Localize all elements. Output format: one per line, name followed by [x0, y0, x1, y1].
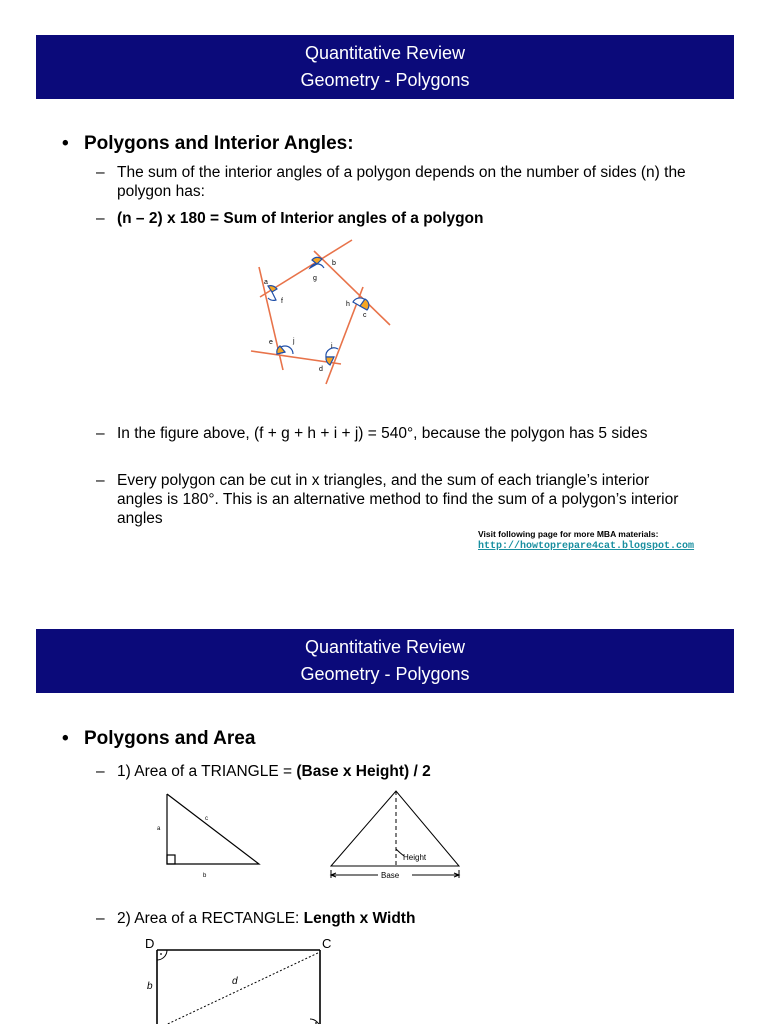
slide1-item-4-text: Every polygon can be cut in x triangles, and the sum of each triangle’s interior angles is 180°. This is an alternative method to find the sum of a polygon’s interior angles: [117, 472, 679, 527]
slide2-bullet-text: Polygons and Area: [84, 728, 256, 749]
slide2-bullet-title: [62, 728, 255, 750]
right-triangle-label-c: c: [205, 816, 208, 822]
rectangle-label-D: D: [145, 936, 155, 951]
label-b: b: [332, 260, 336, 267]
right-triangle-label-b: b: [203, 873, 207, 879]
label-h: h: [346, 301, 350, 308]
dash-marker: –: [96, 425, 105, 442]
pentagon-exterior-angles-figure: [250, 236, 395, 386]
triangle-label-height: Height: [403, 853, 427, 862]
label-d: d: [319, 366, 323, 373]
slide2-triangle-item-text: [117, 762, 686, 781]
slide1-item-2: [96, 209, 686, 228]
dash-marker: –: [96, 763, 105, 780]
angle-f-arc: [268, 292, 276, 300]
slide2-header-line2: Geometry - Polygons: [300, 664, 470, 684]
slide2-header: [36, 629, 734, 693]
rectangle-item-prefix: 2) Area of a RECTANGLE:: [117, 910, 304, 927]
label-f: f: [281, 298, 283, 305]
dash-marker: –: [96, 210, 105, 227]
label-g: g: [313, 275, 317, 282]
slide1-item-3: [96, 424, 686, 443]
slide2-triangle-item: [96, 762, 686, 781]
label-j: j: [293, 338, 295, 345]
slide1-item-3-text: In the figure above, (f + g + h + i + j) = 540°, because the polygon has 5 sides: [117, 425, 648, 442]
rectangle-label-C: C: [322, 936, 332, 951]
triangle-item-formula: (Base x Height) / 2: [296, 763, 431, 780]
label-e: e: [269, 339, 273, 346]
label-c: c: [363, 312, 367, 319]
slide1-bullet-title: [62, 133, 354, 155]
slide1-bullet-text: Polygons and Interior Angles:: [84, 133, 354, 154]
slide1-header-line1: Quantitative Review: [304, 43, 466, 63]
slide1-item-2-text: (n – 2) x 180 = Sum of Interior angles of a polygon: [117, 210, 484, 227]
rectangle-diagonal-figure: [140, 934, 340, 1024]
label-i: i: [331, 343, 333, 350]
right-triangle-figure: [150, 790, 265, 880]
slide2-rectangle-item: [96, 909, 686, 928]
rectangle-label-d: d: [232, 976, 238, 987]
slide1-header-line2: Geometry - Polygons: [300, 70, 470, 90]
angle-d-marker: [326, 357, 334, 365]
slide1-item-1-text: The sum of the interior angles of a polygon depends on the number of sides (n) the polygon has:: [117, 164, 686, 200]
dash-marker: –: [96, 164, 105, 181]
dash-marker: –: [96, 472, 105, 489]
slide2-rectangle-item-text: [117, 909, 686, 928]
slide1-header: [36, 35, 734, 99]
triangle-label-base: Base: [381, 871, 400, 880]
rectangle-item-formula: Length x Width: [303, 910, 416, 927]
triangle-base-height-figure: [326, 786, 466, 882]
right-triangle-label-a: a: [157, 826, 161, 832]
bullet-dot: •: [62, 133, 69, 154]
slide2-header-line1: Quantitative Review: [304, 637, 466, 657]
triangle-item-prefix: 1) Area of a TRIANGLE =: [117, 763, 297, 780]
bullet-dot: •: [62, 728, 69, 749]
visit-link[interactable]: http://howtoprepare4cat.blogspot.com: [478, 541, 695, 552]
slide1-item-1: [96, 163, 686, 201]
dash-marker: –: [96, 910, 105, 927]
slide1-item-4: [96, 471, 686, 528]
visit-text: Visit following page for more MBA materials:: [478, 529, 659, 539]
label-a: a: [264, 279, 268, 286]
rectangle-label-b: b: [147, 981, 153, 992]
